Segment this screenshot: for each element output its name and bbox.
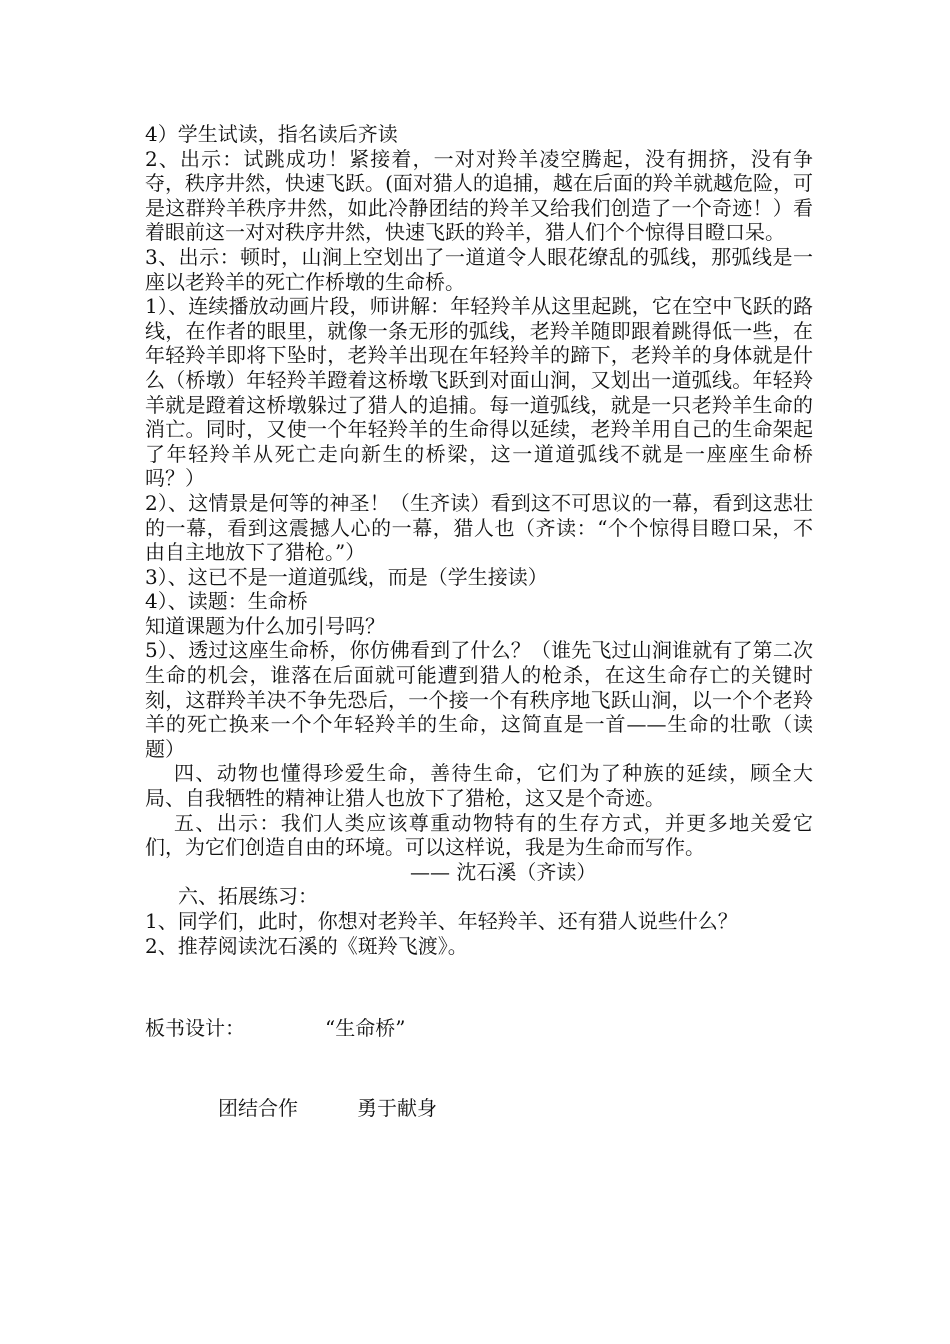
exercise-item: 1、同学们，此时，你想对老羚羊、年轻羚羊、还有猎人说些什么？ bbox=[145, 909, 738, 933]
board-item-sacrifice: 勇于献身 bbox=[357, 1096, 437, 1120]
section-five: 五、出示：我们人类应该尊重动物特有的生存方式，并更多地关爱它们，为它们创造自由的环境。可以这样说，我是为生命而写作。 bbox=[145, 810, 813, 860]
paragraph: 3、出示：顿时，山涧上空划出了一道道令人眼花缭乱的弧线，那弧线是一座以老羚羊的死亡作桥墩的生命桥。 bbox=[145, 244, 813, 294]
board-item-unity: 团结合作 bbox=[218, 1096, 298, 1120]
paragraph: 2、出示：试跳成功！紧接着，一对对羚羊凌空腾起，没有拥挤，没有争夺，秩序井然，快速飞跃。(面对猎人的追捕，越在后面的羚羊就越危险，可是这群羚羊秩序井然，如此冷静团结的羚羊又给我们创造了一个奇迹！）看着眼前这一对对秩序井然，快速飞跃的羚羊，猎人们个个惊得目瞪口呆。 bbox=[145, 146, 813, 245]
paragraph: 1）、连续播放动画片段，师讲解：年轻羚羊从这里起跳，它在空中飞跃的路线，在作者的眼里，就像一条无形的弧线，老羚羊随即跟着跳得低一些，在年轻羚羊即将下坠时，老羚羊出现在年轻羚羊的蹄下，老羚羊的身体就是什么（桥墩）年轻羚羊蹬着这桥墩飞跃到对面山涧，又划出一道弧线。年轻羚羊就是蹬着这桥墩躲过了猎人的追捕。每一道弧线，就是一只老羚羊生命的消亡。同时，又使一个年轻羚羊的生命得以延续，老羚羊用自己的生命架起了年轻羚羊从死亡走向新生的桥梁，这一道道弧线不就是一座座生命桥吗？） bbox=[145, 294, 813, 491]
board-title: “生命桥” bbox=[325, 1016, 406, 1040]
exercise-item: 2、推荐阅读沈石溪的《斑羚飞渡》。 bbox=[145, 933, 468, 958]
paragraph: 2）、这情景是何等的神圣！（生齐读）看到这不可思议的一幕，看到这悲壮的一幕，看到这震撼人心的一幕，猎人也（齐读：“个个惊得目瞪口呆，不由自主地放下了猎枪。”） bbox=[145, 490, 813, 565]
section-four: 四、动物也懂得珍爱生命，善待生命，它们为了种族的延续，顾全大局、自我牺牲的精神让猎人也放下了猎枪，这又是个奇迹。 bbox=[145, 761, 813, 811]
paragraph: 5）、透过这座生命桥，你仿佛看到了什么？（谁先飞过山涧谁就有了第二次生命的机会，谁落在后面就可能遭到猎人的枪杀，在这生命存亡的关键时刻，这群羚羊决不争先恐后，一个接一个有秩序地飞跃山涧，以一个个老羚羊的死亡换来一个个年轻羚羊的生命，这简直是一首——生命的壮歌（读题） bbox=[145, 638, 813, 761]
paragraph: 4）学生试读，指名读后齐读 bbox=[145, 122, 398, 146]
document-body bbox=[145, 122, 813, 958]
board-label: 板书设计： bbox=[145, 1016, 245, 1040]
paragraph: 知道课题为什么加引号吗？ bbox=[145, 613, 385, 638]
paragraph: 3）、这已不是一道道弧线，而是（学生接读） bbox=[145, 564, 548, 589]
paragraph: 4）、读题：生命桥 bbox=[145, 589, 308, 614]
author-signature: —— 沈石溪（齐读） bbox=[410, 859, 597, 884]
section-six-title: 六、拓展练习： bbox=[178, 884, 318, 909]
